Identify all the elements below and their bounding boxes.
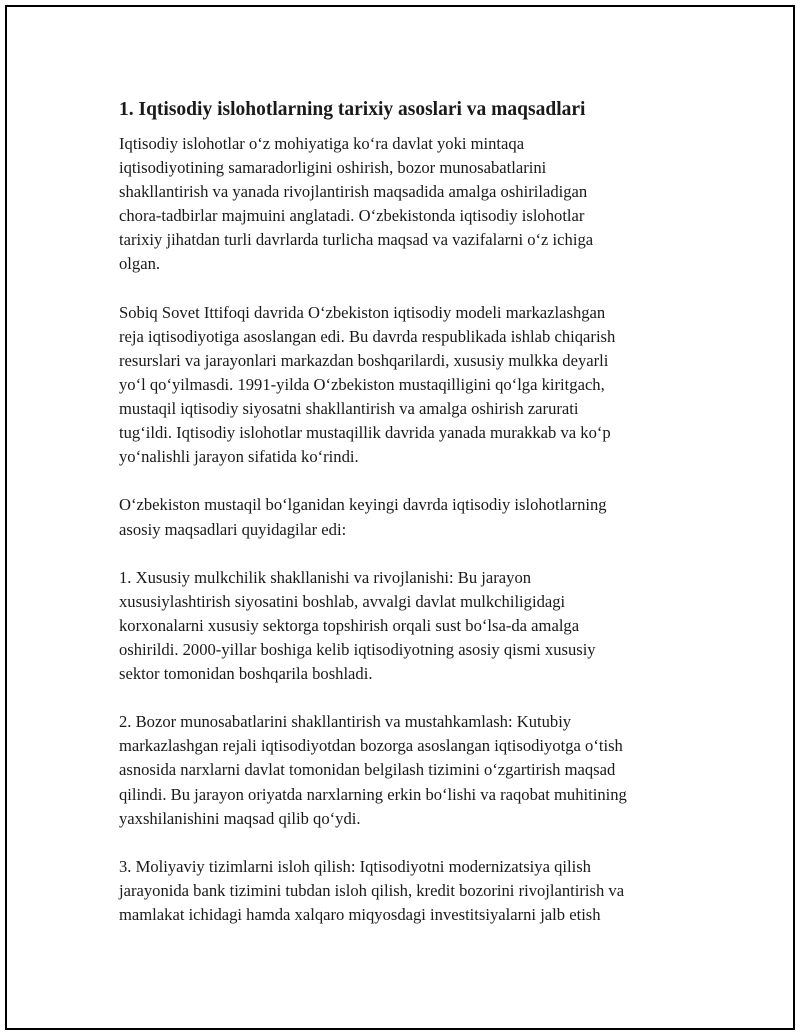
- text-line: mustaqil iqtisodiy siyosatni shakllantirish va amalga oshirish zarurati: [119, 399, 579, 419]
- text-line: oshirildi. 2000-yillar boshiga kelib iqtisodiyotning asosiy qismi xususiy: [119, 639, 596, 659]
- text-line: yo‘l qo‘yilmasdi. 1991-yilda O‘zbekiston mustaqilligini qo‘lga kiritgach,: [119, 374, 605, 394]
- paragraph-5: [119, 710, 699, 830]
- document-body: [119, 97, 699, 951]
- section-heading: 1. Iqtisodiy islohotlarning tarixiy asoslari va maqsadlari: [119, 99, 586, 120]
- text-line: xususiylashtirish siyosatini boshlab, avvalgi davlat mulkchiligidagi: [119, 591, 566, 611]
- text-line: tug‘ildi. Iqtisodiy islohotlar mustaqillik davrida yanada murakkab va ko‘p: [119, 423, 611, 443]
- text-line: reja iqtisodiyotiga asoslangan edi. Bu davrda respublikada ishlab chiqarish: [119, 326, 616, 346]
- text-line: sektor tomonidan boshqarila boshladi.: [119, 664, 373, 684]
- paragraph-3: [119, 493, 699, 541]
- text-line: qilindi. Bu jarayon oriyatda narxlarning erkin bo‘lishi va raqobat muhitining: [119, 784, 627, 804]
- paragraphs: [119, 132, 699, 927]
- page-frame: [5, 5, 795, 1030]
- text-line: yo‘nalishli jarayon sifatida ko‘rindi.: [119, 447, 359, 467]
- text-line: 2. Bozor munosabatlarini shakllantirish va mustahkamlash: Kutubiy: [119, 712, 572, 732]
- text-line: 1. Xususiy mulkchilik shakllanishi va rivojlanishi: Bu jarayon: [119, 567, 532, 587]
- text-line: mamlakat ichidagi hamda xalqaro miqyosdagi investitsiyalarni jalb etish: [119, 905, 601, 924]
- text-line: 3. Moliyaviy tizimlarni isloh qilish: Iqtisodiyotni modernizatsiya qilish: [119, 856, 591, 876]
- text-line: Sobiq Sovet Ittifoqi davrida O‘zbekiston iqtisodiy modeli markazlashgan: [119, 302, 606, 322]
- text-line: korxonalarni xususiy sektorga topshirish orqali sust bo‘lsa-da amalga: [119, 615, 580, 635]
- paragraph-2: [119, 301, 699, 470]
- text-line: Iqtisodiy islohotlar o‘z mohiyatiga ko‘ra davlat yoki mintaqa: [119, 134, 525, 153]
- paragraph-4: [119, 566, 699, 686]
- text-line: markazlashgan rejali iqtisodiyotdan bozorga asoslangan iqtisodiyotga o‘tish: [119, 736, 623, 756]
- text-line: tarixiy jihatdan turli davrlarda turlicha maqsad va vazifalarni o‘z ichiga: [119, 230, 594, 250]
- paragraph-6: [119, 855, 699, 927]
- text-line: chora-tadbirlar majmuini anglatadi. O‘zbekistonda iqtisodiy islohotlar: [119, 206, 585, 226]
- text-line: O‘zbekiston mustaqil bo‘lganidan keyingi davrda iqtisodiy islohotlarning: [119, 495, 607, 515]
- text-line: olgan.: [119, 254, 161, 274]
- paragraph-1: [119, 132, 699, 277]
- text-line: iqtisodiyotining samaradorligini oshirish, bozor munosabatlarini: [119, 158, 547, 178]
- text-line: yaxshilanishini maqsad qilib qo‘ydi.: [119, 808, 361, 828]
- text-line: asnosida narxlarni davlat tomonidan belgilash tizimini o‘zgartirish maqsad: [119, 760, 616, 780]
- text-line: asosiy maqsadlari quyidagilar edi:: [119, 519, 347, 539]
- text-line: shakllantirish va yanada rivojlantirish maqsadida amalga oshiriladigan: [119, 182, 588, 202]
- text-line: jarayonida bank tizimini tubdan isloh qilish, kredit bozorini rivojlantirish va: [119, 880, 625, 900]
- text-line: resurslari va jarayonlari markazdan boshqarilardi, xususiy mulkka deyarli: [119, 350, 609, 370]
